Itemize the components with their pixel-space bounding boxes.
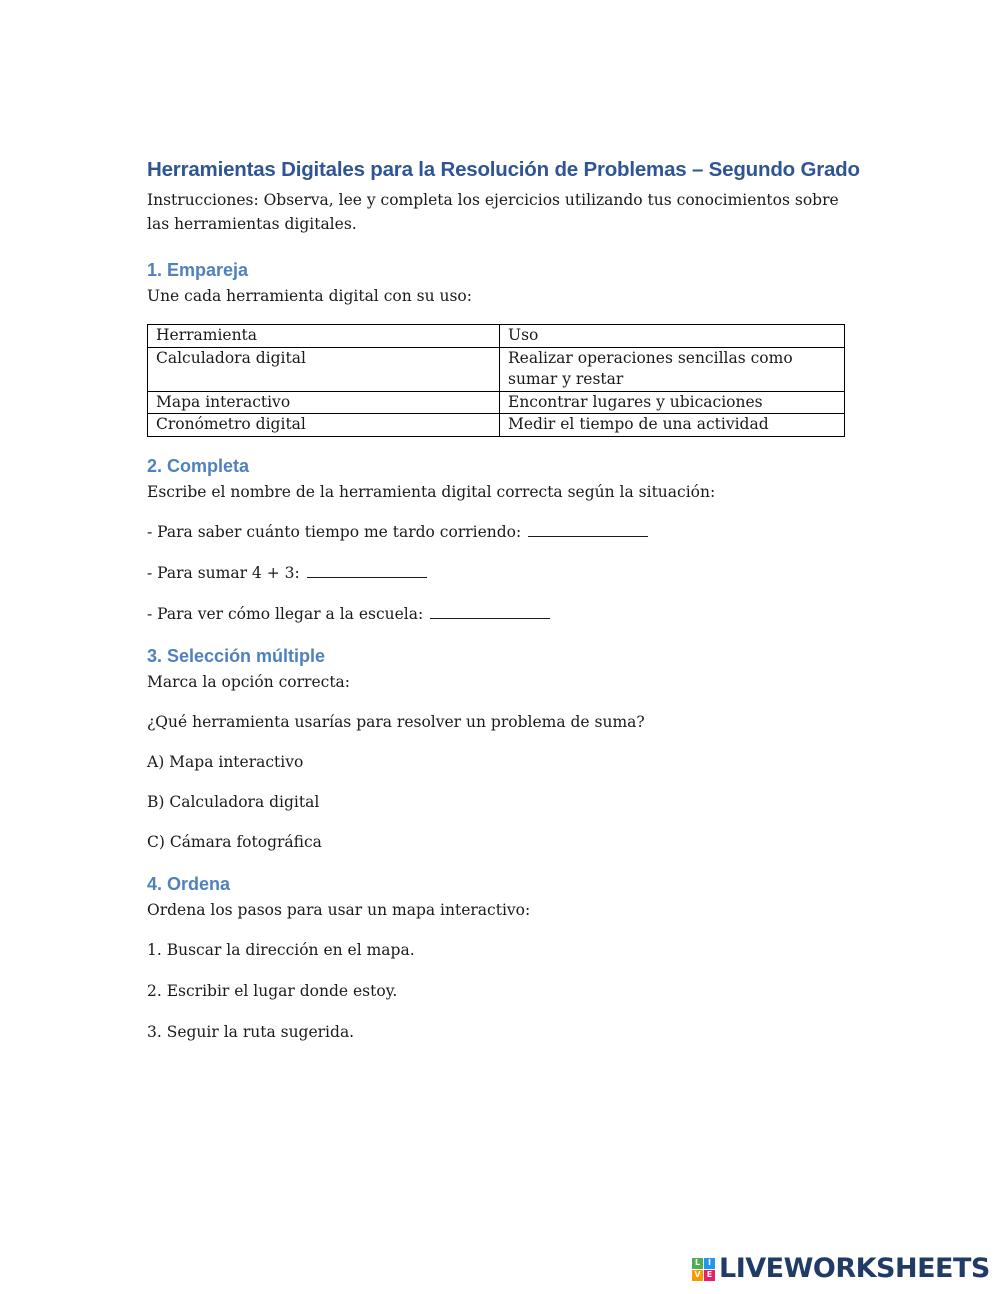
table-cell-use: Encontrar lugares y ubicaciones [500,391,845,414]
logo-mark-icon [692,1258,715,1281]
logo-mark-cell: I [704,1258,715,1269]
mc-option-a[interactable]: A) Mapa interactivo [147,752,304,771]
fill-item-text: - Para ver cómo llegar a la escuela: [147,604,424,623]
section-4-prompt: Ordena los pasos para usar un mapa interactivo: [147,900,531,919]
fill-item-3 [147,602,847,626]
table-header-uso: Uso [500,325,845,348]
section-1-prompt: Une cada herramienta digital con su uso: [147,287,472,305]
liveworksheets-logo [692,1255,990,1283]
section-4-heading: 4. Ordena [147,873,231,894]
table-cell-tool: Calculadora digital [148,347,500,391]
answer-blank-2[interactable] [307,562,427,578]
logo-mark-cell: L [692,1258,703,1269]
table-cell-tool: Cronómetro digital [148,414,500,437]
order-step-3[interactable]: 3. Seguir la ruta sugerida. [147,1022,355,1041]
logo-text: LIVEWORKSHEETS [719,1253,990,1284]
section-1-heading: 1. Empareja [147,260,249,280]
answer-blank-1[interactable] [528,521,648,537]
section-2-heading: 2. Completa [147,455,250,476]
page-title: Herramientas Digitales para la Resolución de Problemas – Segundo Grado [147,158,860,181]
section-3-heading: 3. Selección múltiple [147,645,326,666]
fill-item-text: - Para sumar 4 + 3: [147,563,300,582]
fill-item-1 [147,520,847,544]
table-row [148,391,845,414]
mc-option-c[interactable]: C) Cámara fotográfica [147,832,322,851]
order-step-1[interactable]: 1. Buscar la dirección en el mapa. [147,940,415,959]
mc-question: ¿Qué herramienta usarías para resolver un problema de suma? [147,712,645,731]
mc-option-b[interactable]: B) Calculadora digital [147,792,320,811]
table-row [148,347,845,391]
logo-mark-cell: E [704,1270,715,1281]
table-cell-use: Medir el tiempo de una actividad [500,414,845,437]
instructions: Instrucciones: Observa, lee y completa los ejercicios utilizando tus conocimientos sobre las herramientas digitales. [147,191,839,233]
logo-mark-cell: V [692,1270,703,1281]
table-header-row [148,325,845,348]
section-2-prompt: Escribe el nombre de la herramienta digital correcta según la situación: [147,482,716,501]
worksheet-page [147,158,860,1044]
section-3-prompt: Marca la opción correcta: [147,672,351,691]
table-row [148,414,845,437]
order-step-2[interactable]: 2. Escribir el lugar donde estoy. [147,981,398,1000]
fill-item-text: - Para saber cuánto tiempo me tardo corriendo: [147,522,522,541]
table-cell-use: Realizar operaciones sencillas como sumar y restar [500,347,845,391]
table-header-herramienta: Herramienta [148,325,500,348]
answer-blank-3[interactable] [430,603,550,619]
table-cell-tool: Mapa interactivo [148,391,500,414]
matching-table [147,324,845,437]
fill-item-2 [147,561,847,585]
